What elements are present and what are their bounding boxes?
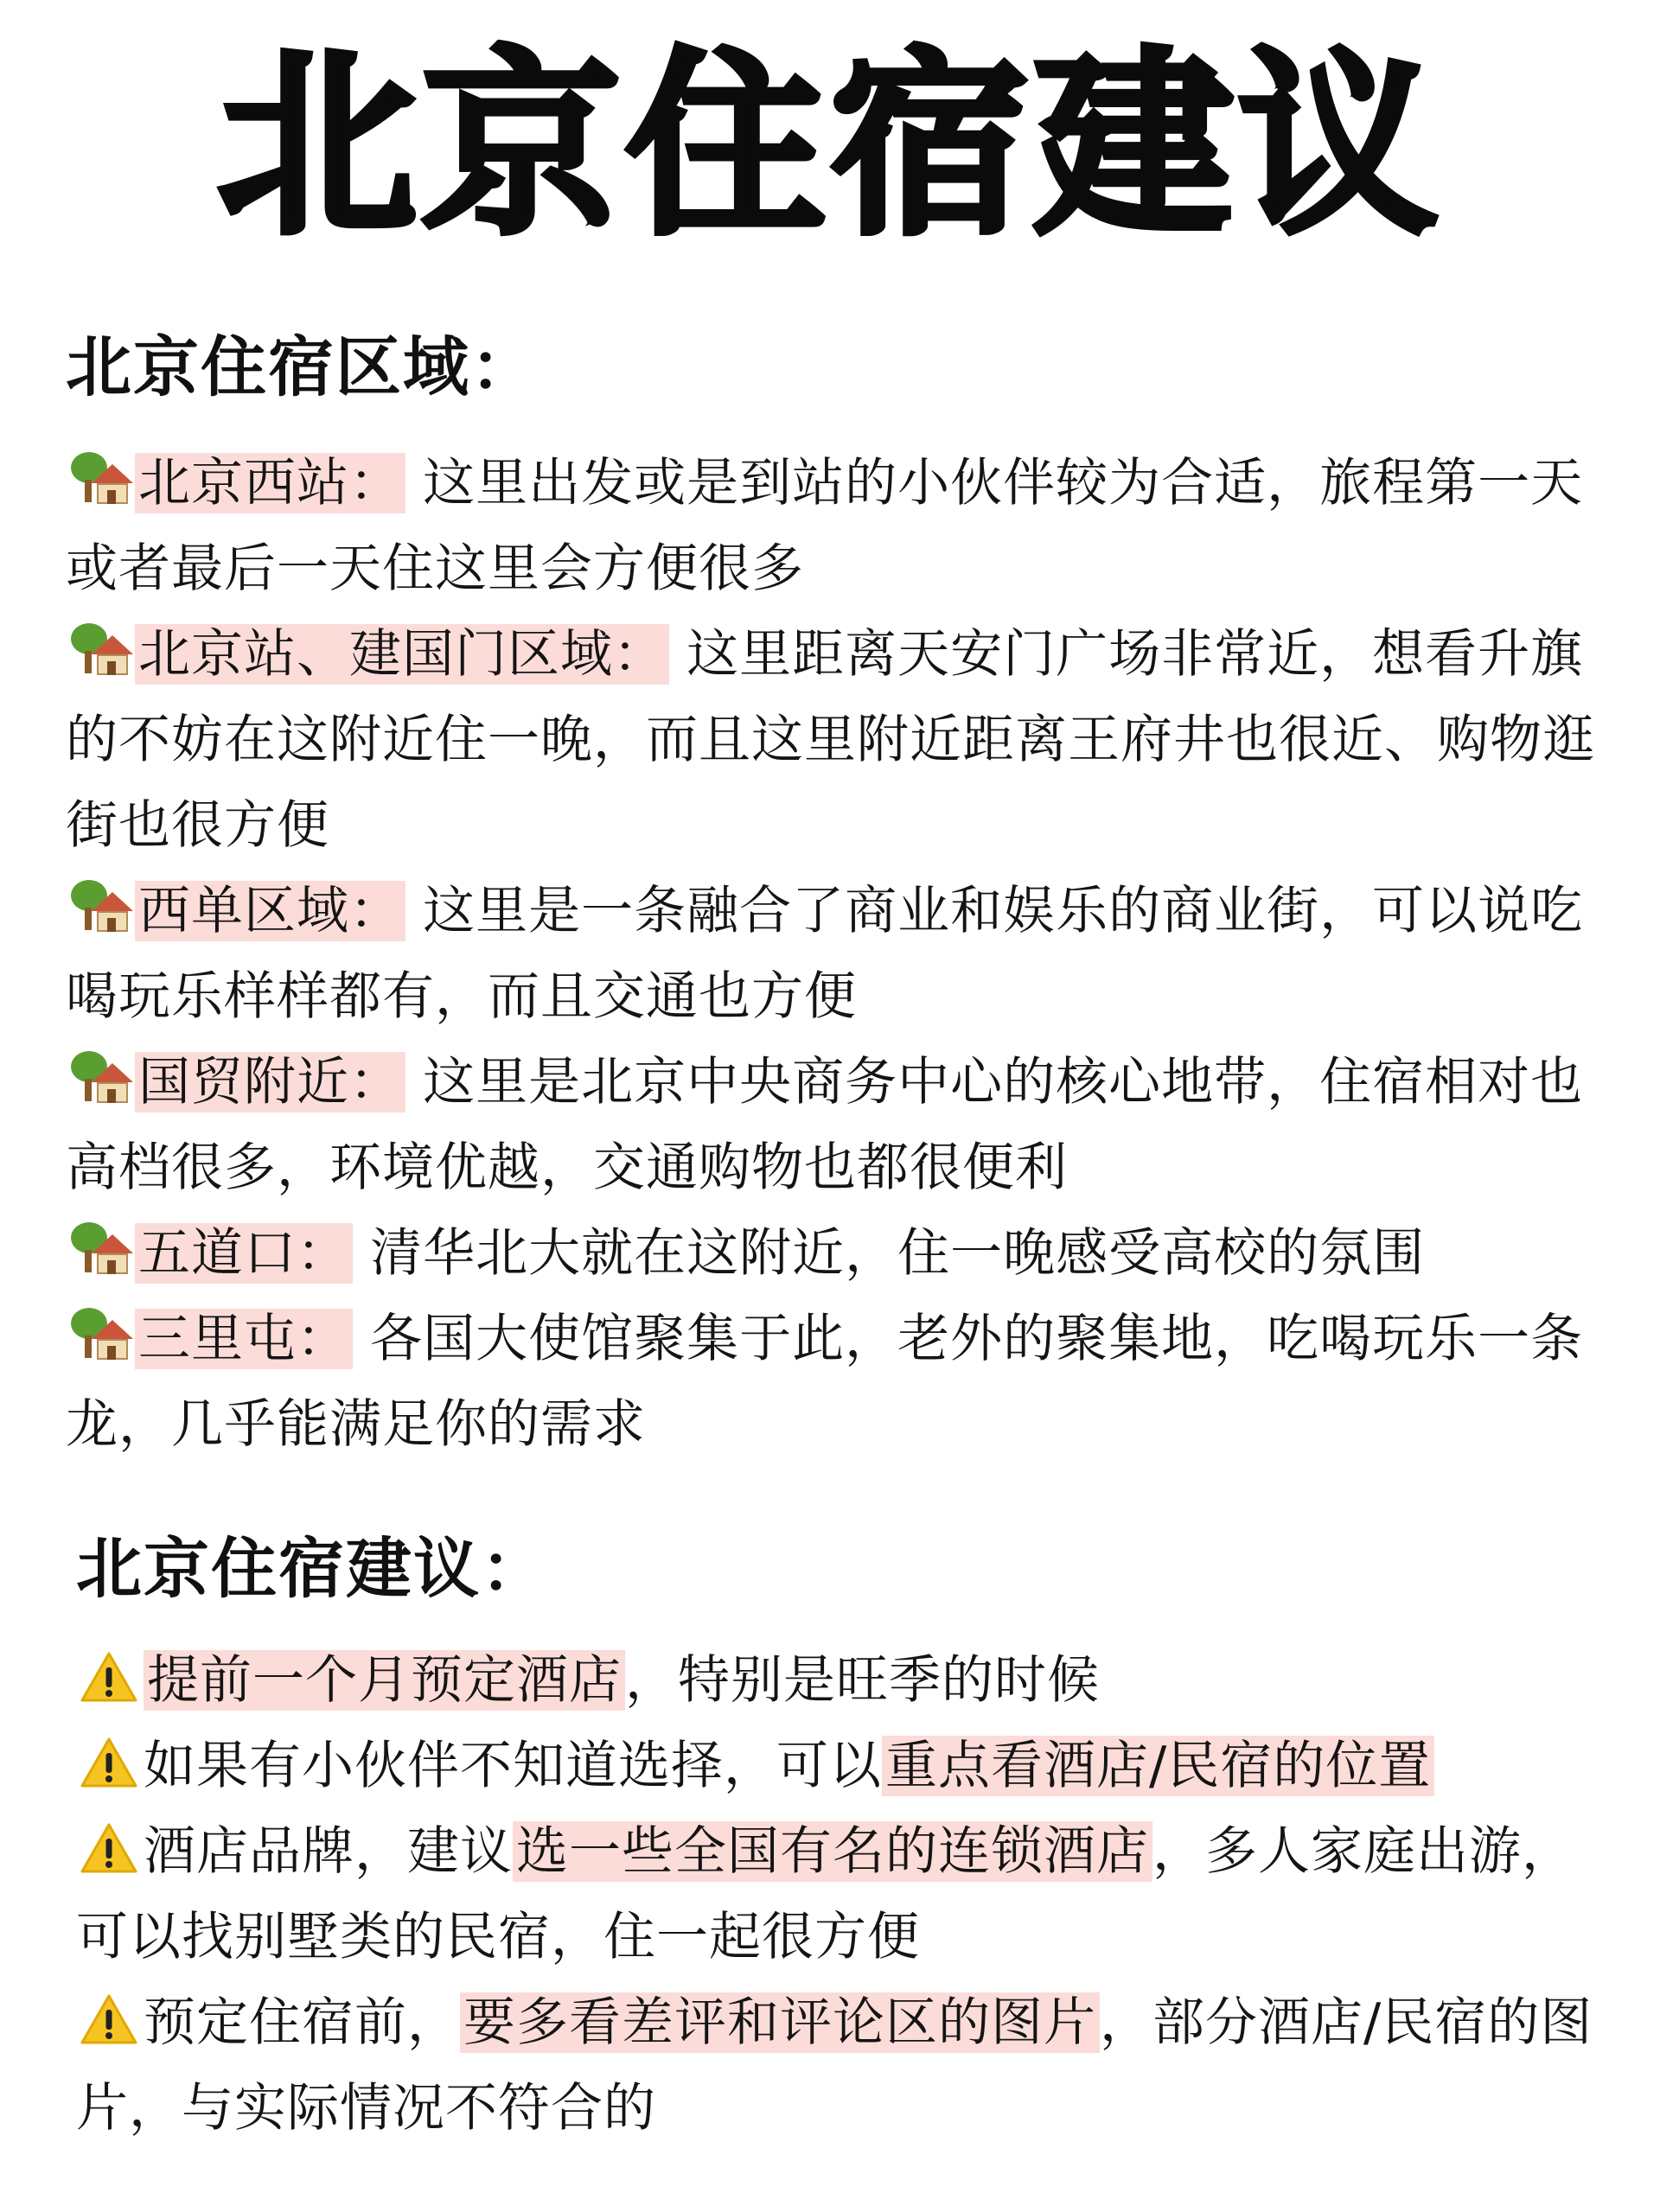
warning-icon <box>76 1737 144 1788</box>
area-item <box>66 441 1605 612</box>
tip-highlight: 重点看酒店/民宿的位置 <box>882 1736 1434 1796</box>
area-description: 清华北大就在这附近，住一晚感受高校的氛围 <box>370 1223 1426 1284</box>
area-item <box>66 1211 1605 1297</box>
tip-highlight: 选一些全国有名的连锁酒店 <box>513 1821 1152 1882</box>
tip-item <box>76 1809 1615 1980</box>
area-description: 这里是一条融合了商业和娱乐的商业街，可以说吃喝玩乐样样都有，而且交通也方便 <box>66 881 1584 1027</box>
area-name: 五道口： <box>135 1223 353 1284</box>
tip-item <box>76 1638 1615 1724</box>
tip-text: ，部分酒店/民宿的图片，与实际情况不符合的 <box>76 1992 1593 2139</box>
tip-text: 酒店品牌，建议 <box>144 1821 513 1882</box>
area-description: 这里是北京中央商务中心的核心地带，住宿相对也高档很多，环境优越，交通购物也都很便利 <box>66 1052 1584 1198</box>
tip-item <box>76 1724 1615 1809</box>
area-name: 北京站、建国门区域： <box>135 624 669 685</box>
area-item <box>66 1040 1605 1211</box>
tip-text: ，多人家庭出游，可以找别墅类的民宿，住一起很方便 <box>76 1821 1574 1967</box>
area-name: 西单区域： <box>135 881 405 941</box>
area-description: 这里距离天安门广场非常近，想看升旗的不妨在这附近住一晚，而且这里附近距离王府井也很近、购物逛街也很方便 <box>66 624 1595 856</box>
tip-text: ，特别是旺季的时候 <box>625 1650 1100 1711</box>
house-with-garden-icon <box>66 625 135 677</box>
tip-highlight: 要多看差评和评论区的图片 <box>460 1992 1100 2053</box>
page-title: 北京住宿建议 <box>217 31 1442 262</box>
warning-icon <box>76 1993 144 2045</box>
tips-heading: 北京住宿建议： <box>76 1530 548 1607</box>
areas-list <box>66 441 1605 1468</box>
area-item <box>66 869 1605 1040</box>
house-with-garden-icon <box>66 1053 135 1105</box>
tips-list <box>76 1638 1615 2151</box>
tip-text: 如果有小伙伴不知道选择，可以 <box>144 1736 882 1796</box>
area-name: 三里屯： <box>135 1309 353 1369</box>
house-with-garden-icon <box>66 1310 135 1361</box>
areas-heading: 北京住宿区域： <box>66 328 538 405</box>
house-with-garden-icon <box>66 882 135 934</box>
warning-icon <box>76 1822 144 1874</box>
tip-item <box>76 1980 1615 2151</box>
area-item <box>66 612 1605 869</box>
area-description: 各国大使馆聚集于此，老外的聚集地，吃喝玩乐一条龙，几乎能满足你的需求 <box>66 1309 1584 1455</box>
tip-text: 预定住宿前， <box>144 1992 460 2053</box>
house-with-garden-icon <box>66 1224 135 1276</box>
area-name: 北京西站： <box>135 453 405 513</box>
tip-highlight: 提前一个月预定酒店 <box>144 1650 625 1711</box>
area-name: 国贸附近： <box>135 1052 405 1112</box>
area-item <box>66 1297 1605 1468</box>
house-with-garden-icon <box>66 454 135 506</box>
warning-icon <box>76 1651 144 1703</box>
area-description: 这里出发或是到站的小伙伴较为合适，旅程第一天或者最后一天住这里会方便很多 <box>66 453 1584 599</box>
